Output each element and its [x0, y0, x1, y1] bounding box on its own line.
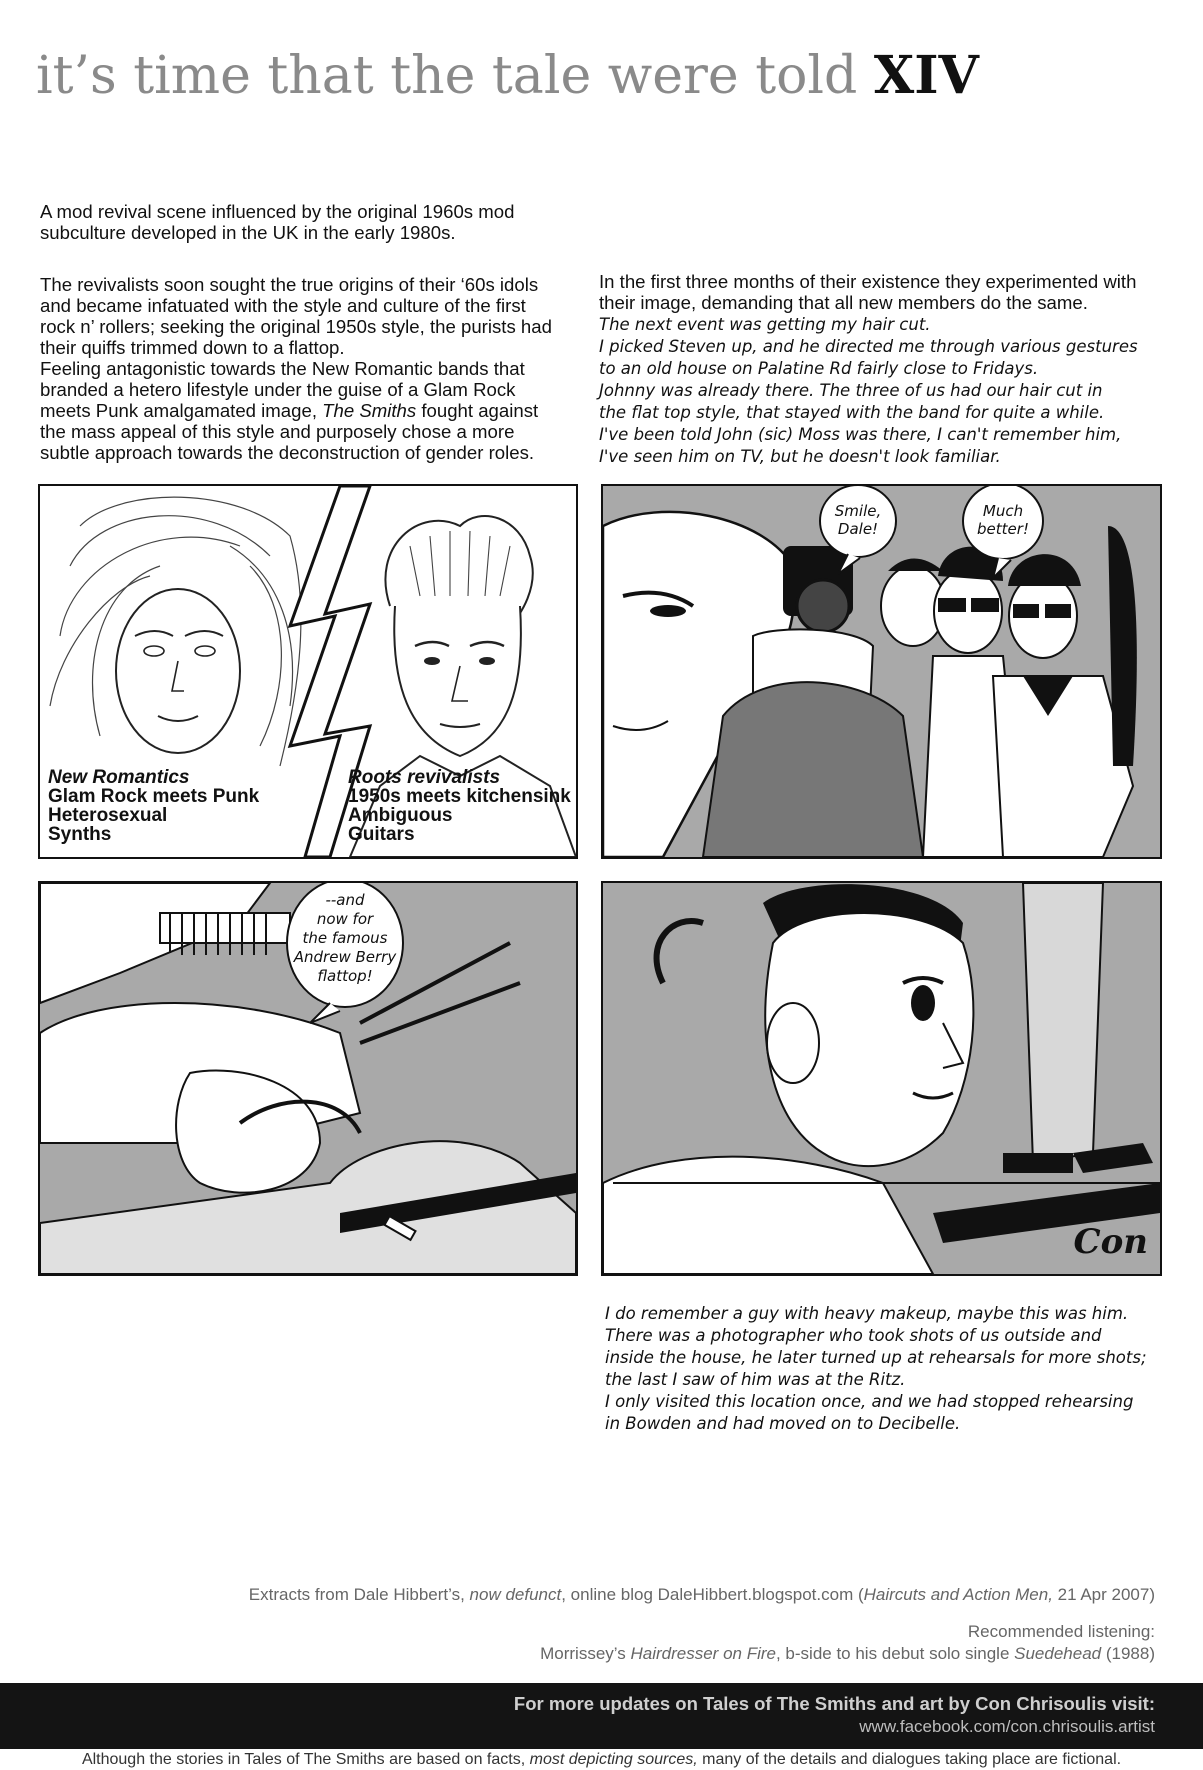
disclaimer [0, 1749, 1203, 1770]
p3-text-a: Feeling antagonistic towards the New Romantic bands that branded a hetero lifestyle under the guise of a Glam Rock meets Punk amalgamated image, [40, 358, 525, 421]
listening-text: (1988) [1101, 1644, 1155, 1663]
intro-right-paragraph: In the first three months of their existence they experimented with their image, demanding that all new members do the same. [599, 271, 1137, 313]
comic-panel-2 [601, 484, 1162, 859]
handwritten-top [599, 314, 1169, 468]
caption-line: Glam Rock meets Punk [48, 786, 260, 807]
speech-bubble-smile [825, 502, 891, 538]
hand-line: the flat top style, that stayed with the band for quite a while. [599, 403, 1105, 422]
caption-line: New Romantics [48, 767, 190, 788]
caption-line: Synths [48, 824, 112, 845]
bubble-line: Much [982, 502, 1024, 520]
disclaimer-emphasis: most depicting sources, [529, 1751, 698, 1768]
hand-line: There was a photographer who took shots of us outside and [605, 1326, 1102, 1345]
credit-text: , online blog DaleHibbert.blogspot.com ( [561, 1585, 864, 1604]
disclaimer-text: Although the stories in Tales of The Smiths are based on facts, [81, 1751, 530, 1768]
hand-line: the last I saw of him was at the Ritz. [605, 1370, 906, 1389]
hand-line: I've been told John (sic) Moss was there, I can't remember him, [599, 425, 1122, 444]
listening-emphasis: Hairdresser on Fire [630, 1644, 776, 1663]
comic-panel-4 [601, 881, 1162, 1276]
bubble-line: now for [316, 910, 374, 928]
speech-bubble-much-better [968, 502, 1038, 538]
intro-paragraph-2: The revivalists soon sought the true origins of their ‘60s idols and became infatuated with the style and culture of the first rock n’ rollers; seeking the original 1950s style, the purists had their quiffs trimmed down to a flattop. [40, 274, 552, 358]
bubble-line: Andrew Berry [293, 948, 397, 966]
bubble-line: the famous [302, 929, 388, 947]
facebook-link[interactable]: www.facebook.com/con.chrisoulis.artist [859, 1717, 1155, 1736]
caption-line: 1950s meets kitchensink [348, 786, 571, 807]
credit-emphasis: Haircuts and Action Men, [863, 1585, 1053, 1604]
caption-line: Ambiguous [348, 805, 453, 826]
intro-paragraph-3 [40, 358, 560, 463]
p3-text-b: fought against the mass appeal of this style and purposely chose a more subtle approach towards the deconstruction of gender roles. [40, 400, 539, 463]
artist-signature: Con [1073, 1222, 1148, 1262]
p3-emphasis: The Smiths [322, 400, 417, 421]
speech-bubble-flattop [290, 891, 400, 986]
intro-paragraph-1: A mod revival scene influenced by the original 1960s mod subculture developed in the UK in the early 1980s. [40, 201, 515, 243]
disclaimer-text: many of the details and dialogues taking place are fictional. [697, 1751, 1122, 1768]
hand-line: I've seen him on TV, but he doesn't look familiar. [599, 447, 1001, 466]
caption-new-romantics [48, 768, 259, 844]
caption-roots-revivalists [348, 768, 571, 844]
hand-line: I do remember a guy with heavy makeup, maybe this was him. [605, 1304, 1129, 1323]
hand-line: I picked Steven up, and he directed me through various gestures [599, 337, 1138, 356]
credit-text: 21 Apr 2007) [1052, 1585, 1155, 1604]
bubble-line: --and [325, 891, 365, 909]
page-title [36, 36, 1171, 116]
bubble-line: better! [977, 520, 1029, 538]
bubble-line: Dale! [837, 520, 879, 538]
panel-2-art [603, 486, 1160, 857]
hand-line: in Bowden and had moved on to Decibelle. [605, 1414, 961, 1433]
title-number: XIV [873, 45, 979, 106]
extract-credit [249, 1584, 1155, 1606]
panel-4-art [603, 883, 1160, 1274]
bubble-line: Smile, [834, 502, 882, 520]
bubble-line: flattop! [317, 967, 373, 985]
caption-line: Guitars [348, 824, 415, 845]
hand-line: I only visited this location once, and we had stopped rehearsing [605, 1392, 1134, 1411]
handwritten-bottom [605, 1303, 1175, 1435]
hand-line: to an old house on Palatine Rd fairly close to Fridays. [599, 359, 1039, 378]
listening-emphasis: Suedehead [1014, 1644, 1102, 1663]
caption-line: Roots revivalists [348, 767, 501, 788]
hand-line: inside the house, he later turned up at rehearsals for more shots; [605, 1348, 1147, 1367]
listening-recommendation [540, 1643, 1155, 1665]
credit-emphasis: now defunct [469, 1585, 562, 1604]
updates-text: For more updates on Tales of The Smiths and art by Con Chrisoulis visit: [513, 1693, 1155, 1714]
listening-text: , b-side to his debut solo single [775, 1644, 1015, 1663]
footer-bar [0, 1683, 1203, 1749]
listening-label: Recommended listening: [967, 1622, 1155, 1641]
credit-text: Extracts from Dale Hibbert’s, [248, 1585, 470, 1604]
hand-line: Johnny was already there. The three of us had our hair cut in [599, 381, 1103, 400]
comic-panel-1 [38, 484, 578, 859]
hand-line: The next event was getting my hair cut. [599, 315, 931, 334]
title-text: it’s time that the tale were told [36, 46, 858, 106]
comic-panel-3 [38, 881, 578, 1276]
caption-line: Heterosexual [48, 805, 168, 826]
listening-text: Morrissey’s [540, 1644, 631, 1663]
